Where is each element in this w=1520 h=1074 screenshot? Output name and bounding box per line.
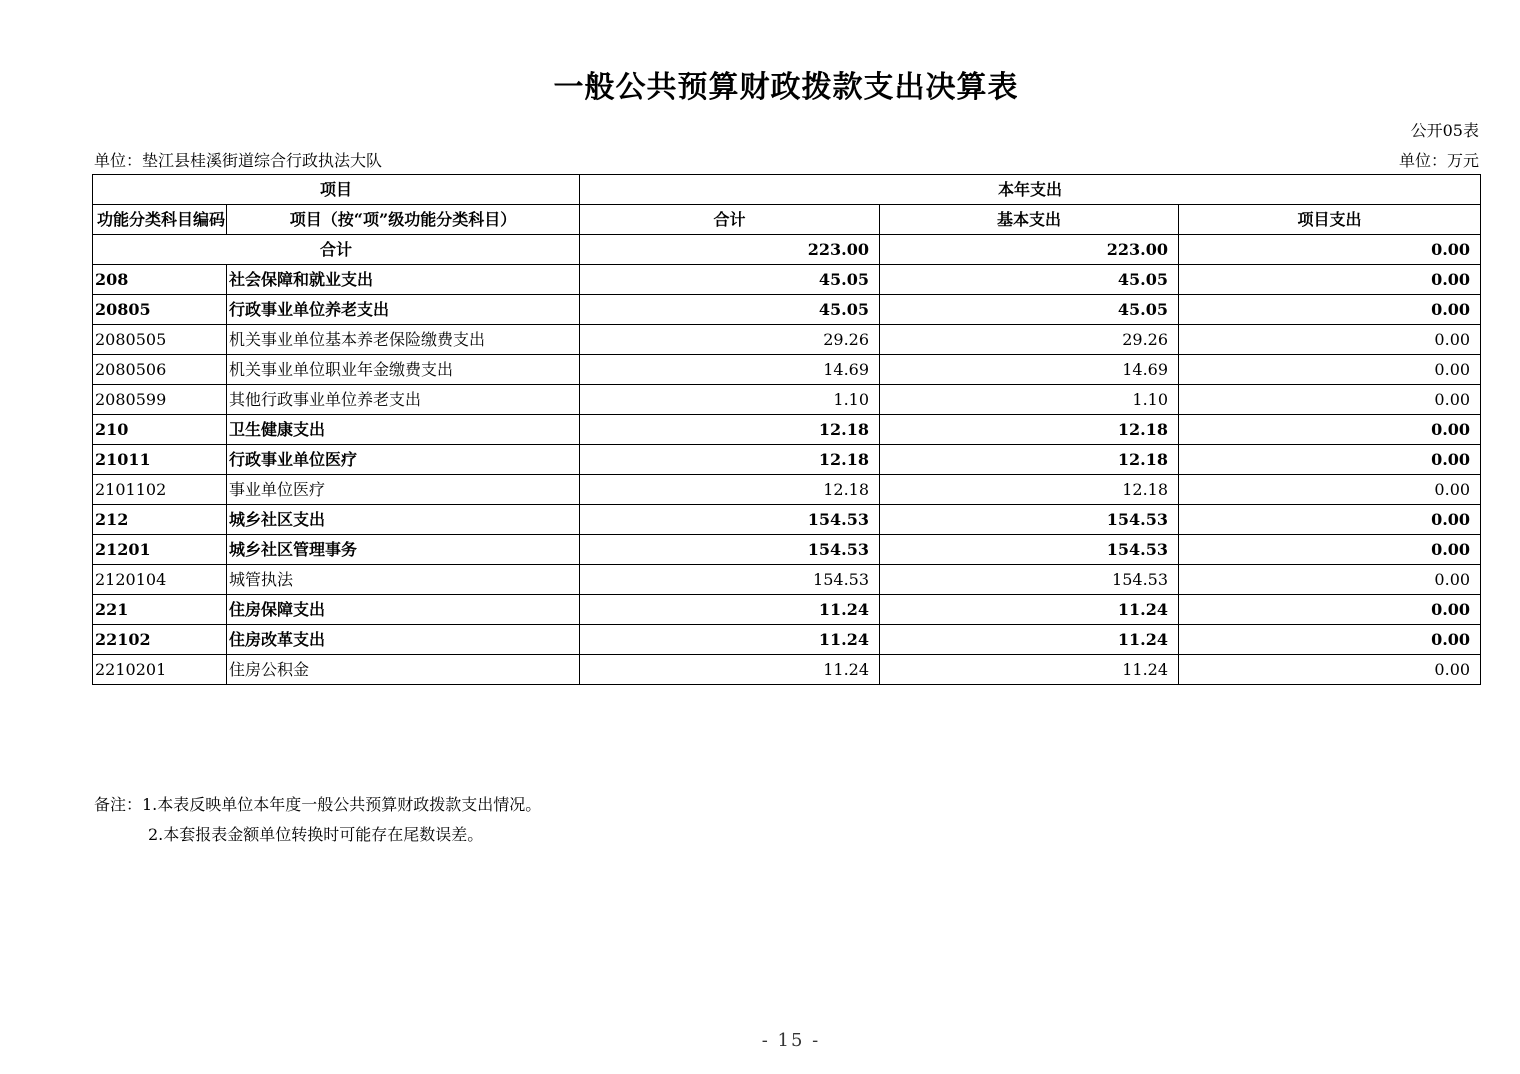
- table-row: [93, 385, 1481, 415]
- table-row: [93, 595, 1481, 625]
- header-total: 合计: [580, 205, 880, 235]
- basic-cell: 11.24: [880, 655, 1179, 685]
- project-cell: 0.00: [1179, 475, 1481, 505]
- code-cell: 2101102: [93, 475, 227, 505]
- header-code: 功能分类科目编码: [93, 205, 227, 235]
- total-cell: 29.26: [580, 325, 880, 355]
- code-cell: 2120104: [93, 565, 227, 595]
- basic-cell: 154.53: [880, 535, 1179, 565]
- basic-cell: 12.18: [880, 445, 1179, 475]
- table-row: [93, 265, 1481, 295]
- name-cell: 住房保障支出: [227, 595, 580, 625]
- basic-cell: 14.69: [880, 355, 1179, 385]
- name-cell: 机关事业单位基本养老保险缴费支出: [227, 325, 580, 355]
- project-cell: 0.00: [1179, 595, 1481, 625]
- total-sum: 223.00: [580, 235, 880, 265]
- table-row: [93, 415, 1481, 445]
- basic-cell: 154.53: [880, 565, 1179, 595]
- total-cell: 12.18: [580, 445, 880, 475]
- code-cell: 21011: [93, 445, 227, 475]
- table-row: [93, 655, 1481, 685]
- basic-cell: 29.26: [880, 325, 1179, 355]
- name-cell: 事业单位医疗: [227, 475, 580, 505]
- basic-cell: 11.24: [880, 625, 1179, 655]
- project-cell: 0.00: [1179, 445, 1481, 475]
- name-cell: 住房公积金: [227, 655, 580, 685]
- reporting-unit: 单位：垫江县桂溪街道综合行政执法大队: [94, 151, 383, 170]
- page-title: 一般公共预算财政拨款支出决算表: [553, 70, 1019, 105]
- name-cell: 城乡社区管理事务: [227, 535, 580, 565]
- basic-cell: 45.05: [880, 265, 1179, 295]
- total-row: [93, 235, 1481, 265]
- page-number: - 15 -: [761, 1030, 821, 1051]
- name-cell: 其他行政事业单位养老支出: [227, 385, 580, 415]
- project-cell: 0.00: [1179, 385, 1481, 415]
- total-cell: 14.69: [580, 355, 880, 385]
- total-cell: 45.05: [580, 295, 880, 325]
- total-cell: 11.24: [580, 655, 880, 685]
- note-line-2: 2.本套报表金额单位转换时可能存在尾数误差。: [148, 825, 484, 844]
- table-row: [93, 295, 1481, 325]
- table-row: [93, 445, 1481, 475]
- total-cell: 11.24: [580, 595, 880, 625]
- table-row: [93, 325, 1481, 355]
- total-project: 0.00: [1179, 235, 1481, 265]
- basic-cell: 45.05: [880, 295, 1179, 325]
- table-row: [93, 505, 1481, 535]
- project-cell: 0.00: [1179, 415, 1481, 445]
- table-row: [93, 535, 1481, 565]
- table-row: [93, 355, 1481, 385]
- project-cell: 0.00: [1179, 265, 1481, 295]
- name-cell: 城乡社区支出: [227, 505, 580, 535]
- project-cell: 0.00: [1179, 625, 1481, 655]
- code-cell: 2080505: [93, 325, 227, 355]
- total-cell: 45.05: [580, 265, 880, 295]
- expenditure-table: [92, 174, 1481, 685]
- code-cell: 2210201: [93, 655, 227, 685]
- code-cell: 212: [93, 505, 227, 535]
- form-number: 公开05表: [1410, 121, 1479, 140]
- project-cell: 0.00: [1179, 565, 1481, 595]
- basic-cell: 154.53: [880, 505, 1179, 535]
- total-basic: 223.00: [880, 235, 1179, 265]
- project-cell: 0.00: [1179, 325, 1481, 355]
- total-cell: 1.10: [580, 385, 880, 415]
- total-label: 合计: [93, 235, 580, 265]
- basic-cell: 12.18: [880, 415, 1179, 445]
- name-cell: 社会保障和就业支出: [227, 265, 580, 295]
- project-cell: 0.00: [1179, 535, 1481, 565]
- table-row: [93, 475, 1481, 505]
- notes: [94, 790, 541, 850]
- header-current-year: 本年支出: [580, 175, 1481, 205]
- currency-unit: 单位：万元: [1398, 151, 1479, 170]
- header-basic: 基本支出: [880, 205, 1179, 235]
- code-cell: 221: [93, 595, 227, 625]
- name-cell: 行政事业单位养老支出: [227, 295, 580, 325]
- name-cell: 城管执法: [227, 565, 580, 595]
- header-project: 项目: [93, 175, 580, 205]
- project-cell: 0.00: [1179, 655, 1481, 685]
- total-cell: 12.18: [580, 475, 880, 505]
- name-cell: 行政事业单位医疗: [227, 445, 580, 475]
- total-cell: 11.24: [580, 625, 880, 655]
- project-cell: 0.00: [1179, 295, 1481, 325]
- total-cell: 154.53: [580, 565, 880, 595]
- table-row: [93, 565, 1481, 595]
- header-project-by-item: 项目（按“项”级功能分类科目）: [227, 205, 580, 235]
- header-project-expenditure: 项目支出: [1179, 205, 1481, 235]
- total-cell: 154.53: [580, 505, 880, 535]
- code-cell: 21201: [93, 535, 227, 565]
- name-cell: 卫生健康支出: [227, 415, 580, 445]
- table-row: [93, 625, 1481, 655]
- project-cell: 0.00: [1179, 505, 1481, 535]
- total-cell: 154.53: [580, 535, 880, 565]
- code-cell: 2080599: [93, 385, 227, 415]
- total-cell: 12.18: [580, 415, 880, 445]
- basic-cell: 11.24: [880, 595, 1179, 625]
- code-cell: 210: [93, 415, 227, 445]
- basic-cell: 12.18: [880, 475, 1179, 505]
- code-cell: 2080506: [93, 355, 227, 385]
- code-cell: 20805: [93, 295, 227, 325]
- basic-cell: 1.10: [880, 385, 1179, 415]
- code-cell: 208: [93, 265, 227, 295]
- name-cell: 住房改革支出: [227, 625, 580, 655]
- code-cell: 22102: [93, 625, 227, 655]
- note-line-1: 备注：1.本表反映单位本年度一般公共预算财政拨款支出情况。: [94, 795, 542, 814]
- project-cell: 0.00: [1179, 355, 1481, 385]
- name-cell: 机关事业单位职业年金缴费支出: [227, 355, 580, 385]
